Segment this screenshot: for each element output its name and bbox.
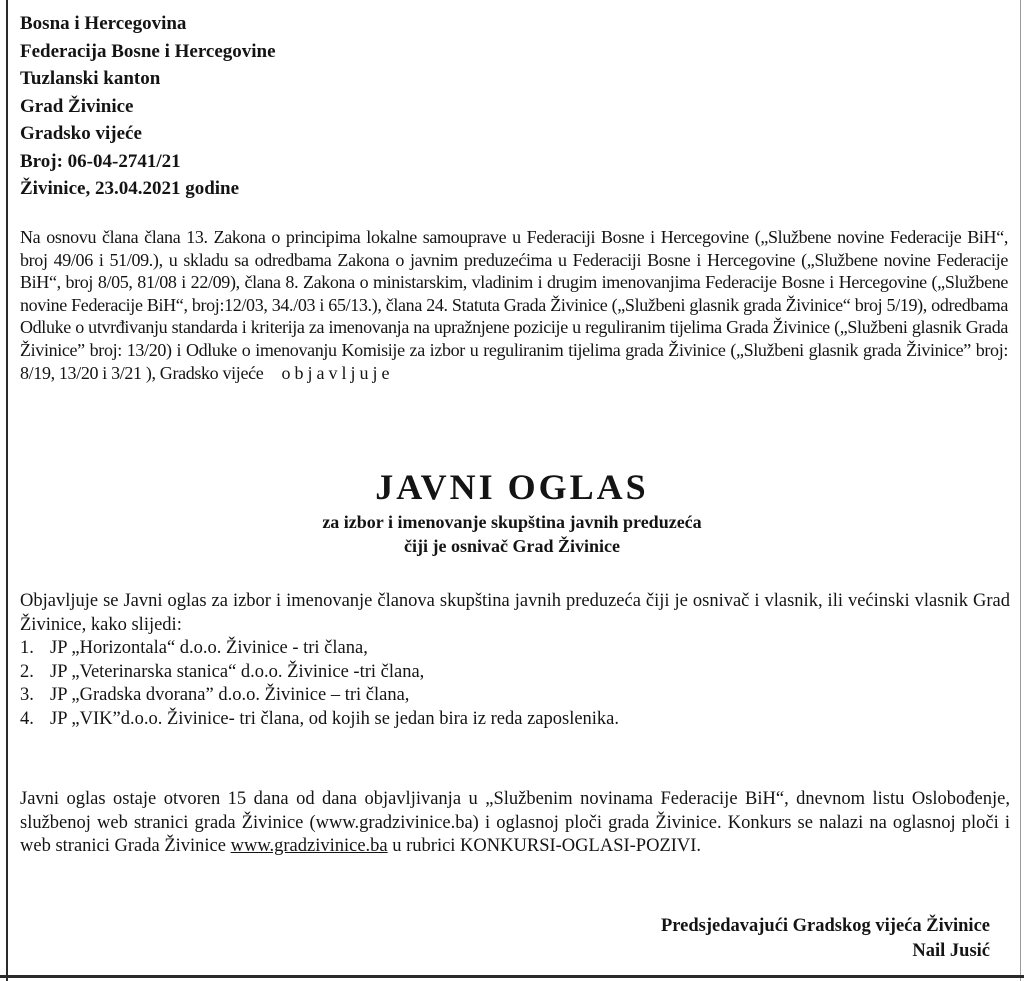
intro-text: Na osnovu člana člana 13. Zakona o principima lokalne samouprave u Federaciji Bosne i Hercegovine („Službene novine Federacije BiH“, broj 49/06 i 51/09.), u skladu sa odredbama Zakona o javnim preduzećima u Federaciji Bosne i Hercegovine („Službene novine Federacije BiH“, broj 8/05, 81/08 i 22/09), člana 8. Zakona o ministarskim, vladinim i drugim imenovanjima Federacije Bosne i Hercegovine („Službene novine Federacije BiH“, broj:12/03, 34./03 i 65/13.), člana 24. Statuta Grada Živinice („Službeni glasnik grada Živinice“ broj 5/19), odredbama Odluke o utvrđivanju standarda i kriterija za imenovanja na upražnjene pozicije u reguliranim tijelima Grada Živinice („Službeni glasnik Grada Živinice” broj: 13/20) i Odluke o imenovanju Komisije za izbor u reguliranim tijelima grada Živinice („Službeni glasnik grada Živinice” broj: 8/19, 13/20 i 3/21 ), Gradsko vijeće: [20, 227, 1008, 383]
notice-subtitle: [0, 510, 1024, 558]
list-item-text: JP „VIK”d.o.o. Živinice- tri člana, od kojih se jedan bira iz reda zaposlenika.: [50, 708, 620, 729]
notice-title: JAVNI OGLAS: [375, 467, 649, 507]
closing-text-1: Javni oglas ostaje otvoren 15 dana od dana objavljivanja u „Službenim novinama Federacije BiH“, dnevnom listu Oslobođenje, službenoj web stranici grada Živinice (www.gradzivinice.ba) i oglasnoj ploči grada Živinice. Konkurs se nalazi na oglasnoj ploči i web stranici Grada Živinice: [20, 789, 1010, 857]
list-item-text: JP „Horizontala“ d.o.o. Živinice - tri člana,: [50, 638, 368, 659]
header-city: Grad Živinice: [20, 95, 134, 117]
list-item-text: JP „Veterinarska stanica“ d.o.o. Živinice -tri člana,: [50, 661, 425, 682]
subtitle-line-1: za izbor i imenovanje skupština javnih preduzeća: [322, 512, 702, 532]
document-header: [20, 10, 276, 203]
body-lead: Objavljuje se Javni oglas za izbor i imenovanje članova skupština javnih preduzeća čiji je osnivač i vlasnik, ili većinski vlasnik Grad Živinice, kako slijedi:: [20, 591, 1010, 635]
list-item: [20, 637, 1010, 661]
list-item-number: 3.: [20, 685, 34, 706]
closing-paragraph: [20, 788, 1010, 859]
header-council: Gradsko vijeće: [20, 123, 142, 144]
signature-role: Predsjedavajući Gradskog vijeća Živinice: [660, 916, 990, 936]
signature-name: Nail Jusić: [912, 941, 990, 961]
list-item-number: 4.: [20, 708, 34, 729]
list-item: [20, 684, 1010, 708]
header-country: Bosna i Hercegovina: [20, 13, 187, 34]
header-federation: Federacija Bosne i Hercegovine: [20, 40, 276, 62]
notice-body: [20, 590, 1010, 732]
list-item: [20, 661, 1010, 685]
closing-text-2: u rubrici KONKURSI-OGLASI-POZIVI.: [392, 836, 702, 857]
intro-paragraph: [20, 226, 1008, 384]
list-item: [20, 708, 1010, 732]
header-canton: Tuzlanski kanton: [20, 68, 161, 89]
list-item-text: JP „Gradska dvorana” d.o.o. Živinice – tri člana,: [50, 685, 410, 706]
signature-block: [661, 914, 990, 964]
website-link[interactable]: www.gradzivinice.ba: [230, 836, 388, 857]
scan-edge-bottom: [0, 975, 1024, 978]
enterprise-list: [20, 637, 1010, 731]
intro-verb: objavljuje: [281, 362, 394, 383]
header-number: Broj: 06-04-2741/21: [20, 150, 181, 172]
list-item-number: 1.: [20, 638, 34, 659]
subtitle-line-2: čiji je osnivač Grad Živinice: [404, 536, 620, 556]
list-item-number: 2.: [20, 661, 34, 682]
header-date: Živinice, 23.04.2021 godine: [20, 178, 240, 199]
